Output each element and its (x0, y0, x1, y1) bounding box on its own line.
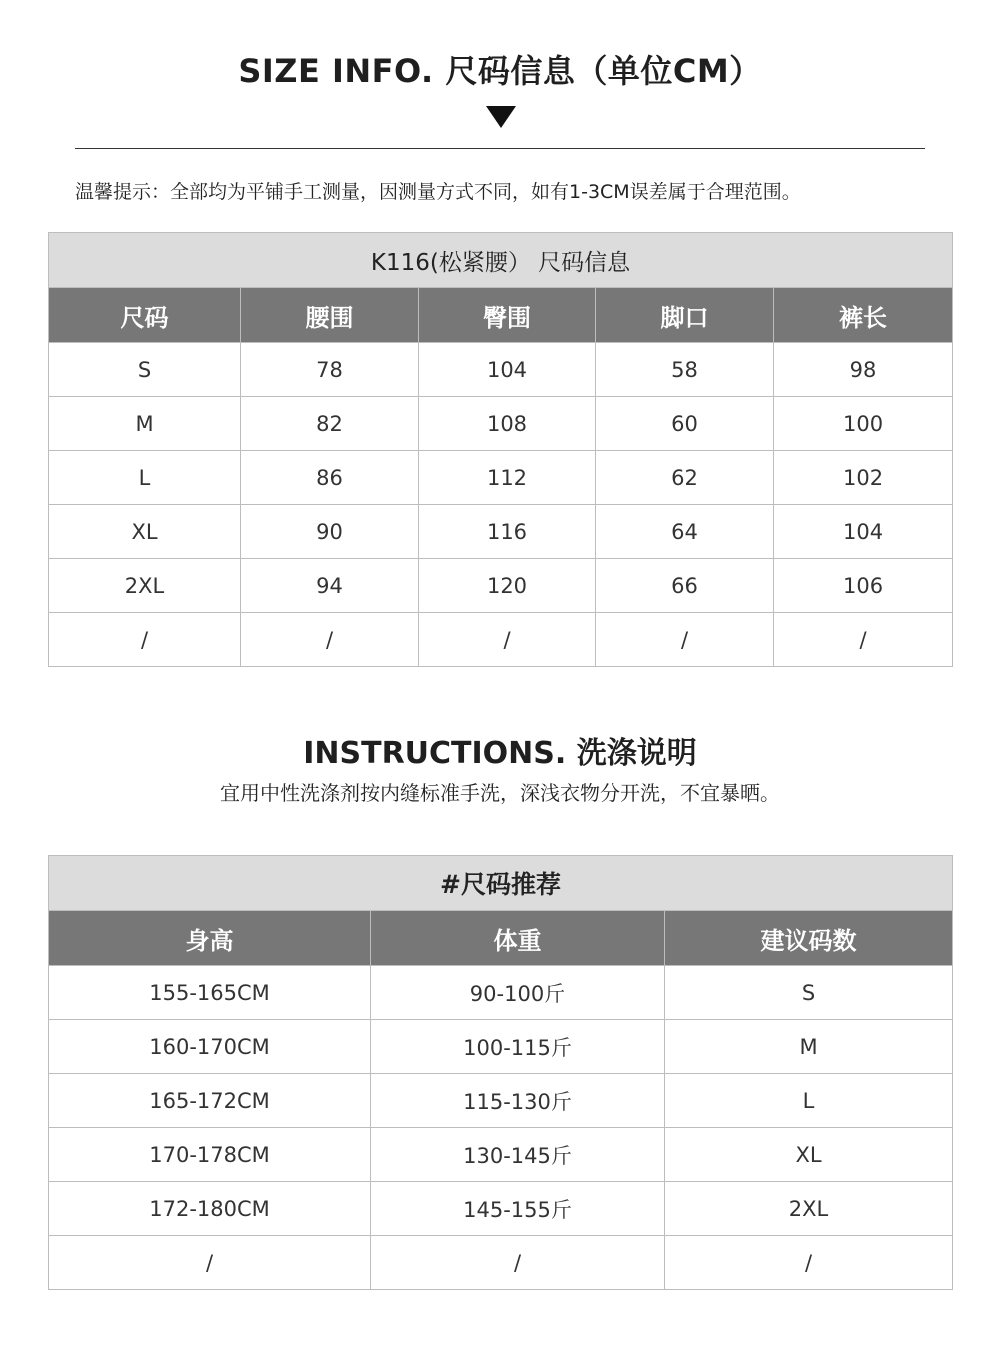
column-header: 身高 (49, 911, 371, 966)
table-cell: 60 (596, 397, 774, 451)
table-cell: 100-115斤 (371, 1020, 665, 1074)
table-cell: XL (49, 505, 241, 559)
table-cell: 106 (774, 559, 953, 613)
table-row (49, 1020, 953, 1074)
table-row (49, 1128, 953, 1182)
table-cell: 90 (241, 505, 419, 559)
table-cell: 160-170CM (49, 1020, 371, 1074)
recommend-table-caption-row (49, 856, 953, 911)
recommend-table-header-row (49, 911, 953, 966)
table-cell: 82 (241, 397, 419, 451)
table-cell: 58 (596, 343, 774, 397)
table-cell: 78 (241, 343, 419, 397)
table-cell: M (665, 1020, 953, 1074)
column-header: 裤长 (774, 288, 953, 343)
table-cell: XL (665, 1128, 953, 1182)
table-row (49, 559, 953, 613)
table-cell: / (596, 613, 774, 667)
column-header: 尺码 (49, 288, 241, 343)
instructions-title: INSTRUCTIONS. 洗涤说明 (303, 736, 697, 771)
column-header: 脚口 (596, 288, 774, 343)
measurement-tip: 温馨提示：全部均为平铺手工测量，因测量方式不同，如有1-3CM误差属于合理范围。 (75, 181, 801, 203)
column-header: 建议码数 (665, 911, 953, 966)
table-cell: 102 (774, 451, 953, 505)
table-cell: 98 (774, 343, 953, 397)
table-cell: 66 (596, 559, 774, 613)
table-row (49, 451, 953, 505)
table-cell: 62 (596, 451, 774, 505)
table-cell: / (774, 613, 953, 667)
table-cell: 104 (419, 343, 596, 397)
table-cell: L (665, 1074, 953, 1128)
table-cell: 100 (774, 397, 953, 451)
table-cell: 2XL (665, 1182, 953, 1236)
column-header: 腰围 (241, 288, 419, 343)
table-cell: 115-130斤 (371, 1074, 665, 1128)
table-row (49, 613, 953, 667)
table-cell: 155-165CM (49, 966, 371, 1020)
table-cell: 116 (419, 505, 596, 559)
table-cell: / (49, 613, 241, 667)
table-cell: L (49, 451, 241, 505)
table-cell: 170-178CM (49, 1128, 371, 1182)
table-cell: 165-172CM (49, 1074, 371, 1128)
table-row (49, 343, 953, 397)
table-row (49, 1074, 953, 1128)
table-cell: / (419, 613, 596, 667)
table-row (49, 1236, 953, 1290)
table-cell: 108 (419, 397, 596, 451)
column-header: 臀围 (419, 288, 596, 343)
instructions-text: 宜用中性洗涤剂按内缝标准手洗，深浅衣物分开洗，不宜暴晒。 (220, 781, 780, 805)
title-divider (75, 148, 925, 149)
table-cell: / (371, 1236, 665, 1290)
table-cell: 172-180CM (49, 1182, 371, 1236)
recommend-table (48, 855, 953, 1290)
table-cell: / (665, 1236, 953, 1290)
table-row (49, 966, 953, 1020)
recommend-table-caption: #尺码推荐 (49, 856, 953, 911)
table-cell: 94 (241, 559, 419, 613)
table-cell: S (665, 966, 953, 1020)
down-triangle-icon (486, 106, 516, 128)
table-row (49, 1182, 953, 1236)
table-cell: 104 (774, 505, 953, 559)
table-cell: / (49, 1236, 371, 1290)
table-cell: / (241, 613, 419, 667)
size-table-header-row (49, 288, 953, 343)
table-cell: M (49, 397, 241, 451)
size-table-caption-row (49, 233, 953, 288)
table-cell: 90-100斤 (371, 966, 665, 1020)
table-row (49, 397, 953, 451)
table-cell: S (49, 343, 241, 397)
table-cell: 2XL (49, 559, 241, 613)
size-table-caption: K116(松紧腰） 尺码信息 (49, 233, 953, 288)
table-cell: 86 (241, 451, 419, 505)
table-cell: 130-145斤 (371, 1128, 665, 1182)
column-header: 体重 (371, 911, 665, 966)
table-cell: 112 (419, 451, 596, 505)
table-cell: 64 (596, 505, 774, 559)
table-cell: 120 (419, 559, 596, 613)
table-row (49, 505, 953, 559)
size-table (48, 232, 953, 667)
page-title: SIZE INFO. 尺码信息（单位CM） (238, 52, 762, 90)
table-cell: 145-155斤 (371, 1182, 665, 1236)
